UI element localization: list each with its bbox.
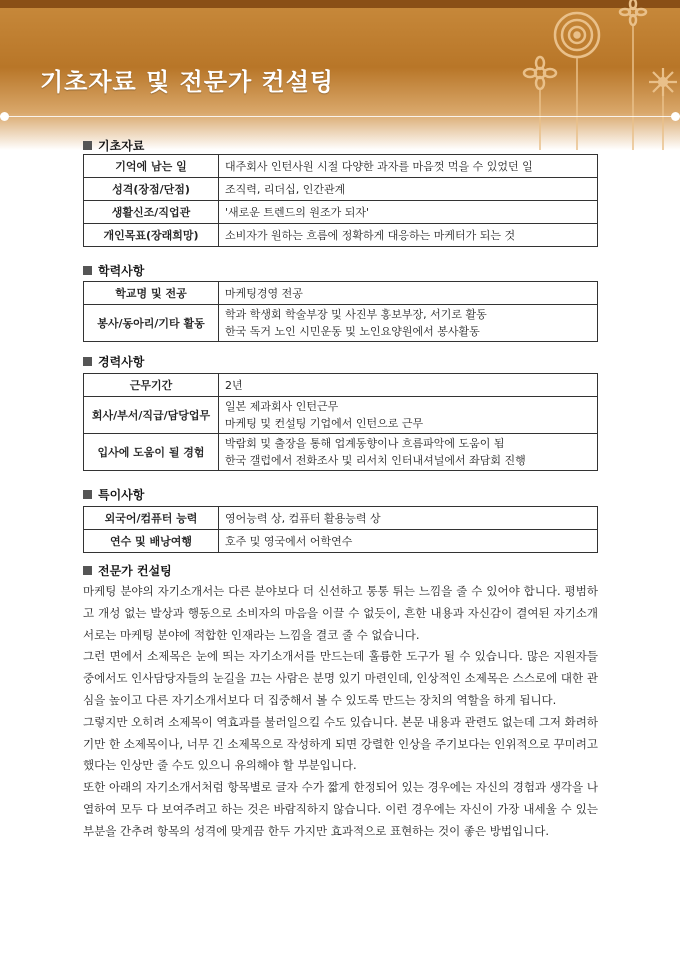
section-heading-career	[83, 353, 144, 370]
table-value-line: 대주회사 인턴사원 시절 다양한 과자를 마음껏 먹을 수 있었던 일	[225, 159, 533, 173]
section-heading-label: 특이사항	[98, 488, 145, 502]
paragraph: 그렇지만 오히려 소제목이 역효과를 불러일으킬 수도 있습니다. 본문 내용과 관련도 없는데 그저 화려하기만 한 소제목이나, 너무 긴 소제목으로 작성하게 되면 강렬한 인상을 주기보다는 인위적으로 꾸미려고 했다는 인상만 줄 수도 있으니 유의해야 할 부분입니다.	[83, 714, 598, 773]
table-row	[84, 201, 598, 224]
section-square-icon	[83, 357, 92, 366]
table-value-line: 마케팅 및 컨설팅 기업에서 인턴으로 근무	[225, 417, 424, 430]
page-title: 기초자료 및 전문가 컨설팅	[40, 68, 335, 96]
table-row	[84, 397, 598, 434]
flower-icon	[649, 68, 677, 96]
paragraph: 또한 아래의 자기소개서처럼 항목별로 글자 수가 짧게 한정되어 있는 경우에는 자신의 경험과 생각을 나열하여 모두 다 보여주려고 하는 것은 바람직하지 않습니다. 이런 경우에는 자신이 가장 내세울 수 있는 부분을 간추려 항목의 성격에 맞게끔 한두 가지만 효과적으로 표현하는 것이 좋은 방법입니다.	[83, 780, 598, 838]
table-row	[84, 224, 598, 247]
table-value	[219, 305, 598, 342]
header-rule	[0, 116, 680, 117]
section-square-icon	[83, 266, 92, 275]
section-heading-consulting	[83, 562, 172, 579]
table-row	[84, 374, 598, 397]
basic-info-table	[83, 154, 598, 247]
table-row	[84, 507, 598, 530]
section-heading-label: 경력사항	[98, 355, 145, 369]
table-value-line: 2년	[225, 378, 243, 392]
table-value-line: 한국 독거 노인 시민운동 및 노인요양원에서 봉사활동	[225, 325, 480, 338]
table-row	[84, 178, 598, 201]
table-value-line: 소비자가 원하는 흐름에 정확하게 대응하는 마케터가 되는 것	[225, 228, 516, 242]
education-table	[83, 281, 598, 342]
rule-dot-right	[671, 112, 680, 121]
table-value-line: 조직력, 리더십, 인간관계	[225, 182, 346, 196]
table-row	[84, 305, 598, 342]
table-value	[219, 397, 598, 434]
table-label: 생활신조/직업관	[84, 201, 219, 224]
table-value	[219, 374, 598, 397]
table-value	[219, 178, 598, 201]
table-value-line: 박람회 및 출장을 통해 업계동향이나 흐름파악에 도움이 됨	[225, 437, 505, 450]
concentric-circle-icon	[555, 13, 599, 57]
table-row	[84, 282, 598, 305]
section-heading-label: 기초자료	[98, 139, 145, 153]
flower-icon	[620, 0, 646, 25]
page-header	[0, 0, 680, 150]
section-square-icon	[83, 141, 92, 150]
section-heading-basic	[83, 137, 144, 154]
table-label: 근무기간	[84, 374, 219, 397]
special-table	[83, 506, 598, 553]
table-row	[84, 434, 598, 471]
section-heading-special	[83, 486, 144, 503]
table-label: 봉사/동아리/기타 활동	[84, 305, 219, 342]
table-value-line: 한국 갤럽에서 전화조사 및 리서치 인터내셔널에서 좌담회 진행	[225, 454, 526, 467]
table-value-line: '새로운 트렌드의 원조가 되자'	[225, 205, 370, 219]
section-heading-label: 전문가 컨설팅	[98, 564, 172, 578]
consulting-body	[83, 581, 598, 843]
section-heading-education	[83, 262, 144, 279]
table-label: 기억에 남는 일	[84, 155, 219, 178]
paragraph: 마케팅 분야의 자기소개서는 다른 분야보다 더 신선하고 통통 튀는 느낌을 줄 수 있어야 합니다. 평범하고 개성 없는 발상과 행동으로 소비자의 마음을 이끌 수 없듯이, 흔한 내용과 자신감이 결여된 자기소개서로는 마케팅 분야에 적합한 인재라는 느낌을 결코 줄 수 없습니다.	[83, 584, 598, 642]
table-value	[219, 530, 598, 553]
flower-icon	[524, 57, 556, 89]
table-label: 입사에 도움이 될 경험	[84, 434, 219, 471]
table-row	[84, 155, 598, 178]
table-label: 성격(장점/단점)	[84, 178, 219, 201]
table-value-line: 학과 학생회 학술부장 및 사진부 홍보부장, 서기로 활동	[225, 308, 487, 321]
table-value	[219, 224, 598, 247]
section-heading-label: 학력사항	[98, 264, 145, 278]
table-value	[219, 507, 598, 530]
table-value	[219, 155, 598, 178]
section-square-icon	[83, 490, 92, 499]
table-row	[84, 530, 598, 553]
table-value-line: 마케팅경영 전공	[225, 286, 303, 300]
table-value	[219, 434, 598, 471]
table-label: 개인목표(장래희망)	[84, 224, 219, 247]
table-value	[219, 201, 598, 224]
table-value	[219, 282, 598, 305]
section-square-icon	[83, 566, 92, 575]
rule-dot-left	[0, 112, 9, 121]
table-label: 연수 및 배낭여행	[84, 530, 219, 553]
table-value-line: 일본 제과회사 인턴근무	[225, 400, 339, 413]
career-table	[83, 373, 598, 471]
table-label: 학교명 및 전공	[84, 282, 219, 305]
table-value-line: 호주 및 영국에서 어학연수	[225, 534, 353, 548]
paragraph: 그런 면에서 소제목은 눈에 띄는 자기소개서를 만드는데 훌륭한 도구가 될 수 있습니다. 많은 지원자들 중에서도 인사담당자들의 눈길을 끄는 사람은 분명 있기 마련인데, 인상적인 소제목은 스스로에 대한 관심을 높이고 다른 자기소개서보다 더 집중해서 볼 수 있도록 만드는 장치의 역할을 하게 됩니다.	[83, 649, 598, 707]
table-value-line: 영어능력 상, 컴퓨터 활용능력 상	[225, 511, 381, 525]
table-label: 회사/부서/직급/담당업무	[84, 397, 219, 434]
table-label: 외국어/컴퓨터 능력	[84, 507, 219, 530]
